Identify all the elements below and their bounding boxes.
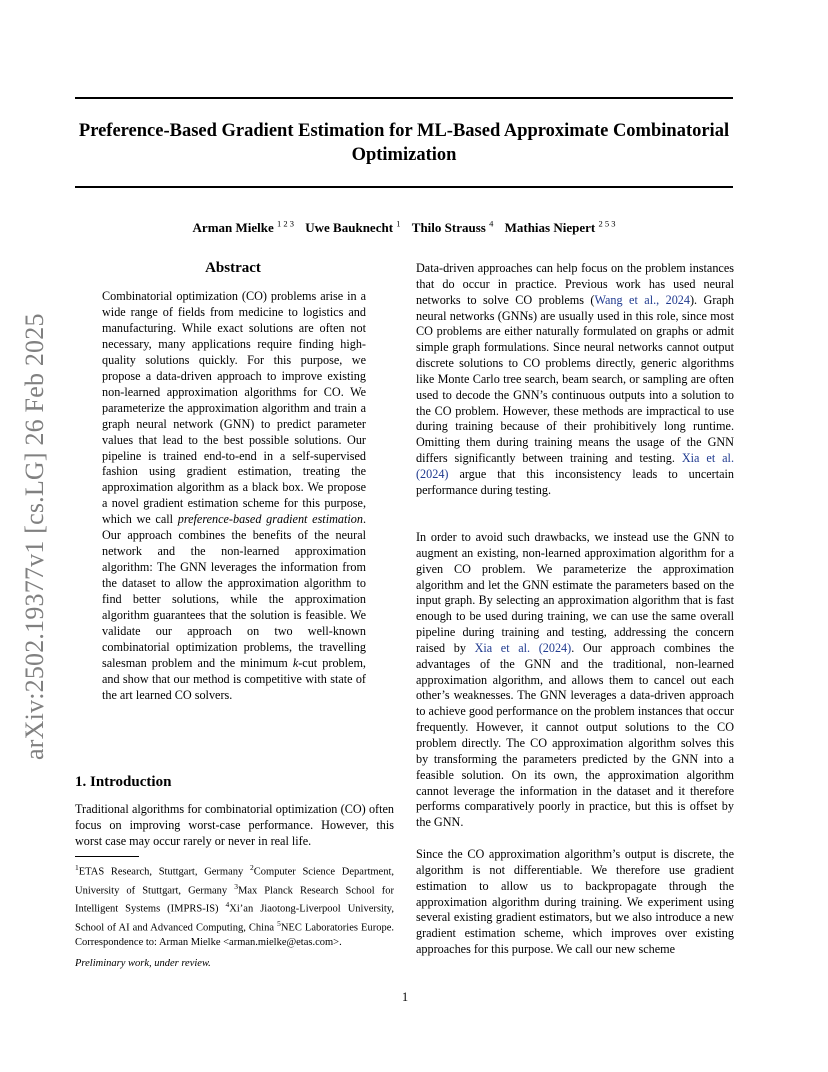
footnote-text: Xi’an Jiaotong-Liverpool University, School of AI and Advanced Computing, China — [75, 903, 394, 934]
footnote-text: ETAS Research, Stuttgart, Germany — [78, 866, 250, 878]
introduction-paragraph: Traditional algorithms for combinatorial optimization (CO) often focus on improving worst-case performance. However, this worst case may occur rarely or never in real life. — [75, 802, 394, 848]
arxiv-identifier-stamp: arXiv:2502.19377v1 [cs.LG] 26 Feb 2025 — [20, 313, 49, 760]
author-name: Arman Mielke — [192, 220, 274, 236]
citation-link[interactable]: Xia et al. (2024) — [416, 451, 734, 481]
page-number: 1 — [401, 990, 409, 1004]
footnote-marker: 4 — [225, 900, 230, 910]
author-name: Mathias Niepert — [504, 220, 596, 236]
affiliation-footnote — [75, 861, 394, 950]
abstract-text-part: -cut problem, and show that our method is competitive with state of the art learned CO solvers. — [102, 655, 366, 702]
author-name: Uwe Bauknecht — [305, 220, 394, 236]
author — [505, 220, 616, 235]
author — [412, 220, 494, 235]
title-top-rule — [75, 97, 733, 99]
body-text: In order to avoid such drawbacks, we instead use the GNN to augment an existing, non-learned approximation algorithm for a given CO problem. We parameterize the approximation algorithm and let the GNN estimate the parameters based on the input graph. By selecting an approximation algorithm that is fast enough to be used during training, we can use the same overall pipeline during training and testing, addressing the concern raised by — [416, 530, 734, 655]
footnote-marker: 1 — [75, 863, 79, 872]
author — [305, 220, 400, 235]
footnote-marker: 3 — [234, 881, 238, 891]
body-paragraph: Since the CO approximation algorithm’s output is discrete, the algorithm is not differentiable. We therefore use gradient estimation to allow us to backpropagate through the approximation algorithm during training. We experiment using several existing gradient estimators, but we also introduce a new gradient estimation scheme, which improves over existing approaches for this purpose. We call our new scheme — [416, 847, 734, 957]
footnote-text: Max Planck Research School for Intelligent Systems (IMPRS-IS) — [75, 885, 394, 915]
abstract-body — [102, 289, 366, 704]
body-text: . Our approach combines the advantages of the GNN and the traditional, non-learned approximation algorithm, and allows them to cancel out each other’s weaknesses. The GNN leverages a data-driven approach to achieve good performance on the problem instances that occur frequently. However, it cannot output solutions to the CO problem directly. The CO approximation algorithm solves this by transforming the parameters predicted by the GNN into a feasible solution. On its own, the approximation algorithm cannot leverage the information in the dataset and it therefore performs comparatively poorly in practice, but this is offset by the GNN. — [416, 640, 734, 830]
body-text: argue that this inconsistency leads to uncertain performance during testing. — [416, 466, 734, 497]
footnote-marker: 2 — [249, 863, 254, 872]
author — [193, 220, 294, 235]
body-paragraph — [416, 530, 734, 831]
abstract-emphasis: preference-based gradient estimation — [177, 512, 363, 527]
author-affiliation: 2 5 3 — [598, 219, 616, 229]
citation-link[interactable]: Wang et al., 2024 — [594, 292, 690, 307]
body-paragraph — [416, 261, 734, 499]
section-heading-introduction: 1. Introduction — [75, 774, 172, 790]
abstract-math-k: k — [292, 655, 299, 670]
abstract-text-part: Combinatorial optimization (CO) problems arise in a wide range of fields from medicine to logistics and manufacturing. While exact solutions are often not necessary, many applications require finding high-quality solutions quickly. For this purpose, we propose a data-driven approach to improve existing non-learned approximation algorithms for CO. We parameterize the approximation algorithm and train a graph neural network (GNN) to predict parameter values that lead to the best possible solutions. Our pipeline is trained end-to-end in a self-supervised fashion using gradient estimation, treating the approximation algorithm as a black box. We propose a novel gradient estimation scheme for this purpose, which we call — [102, 289, 366, 527]
footnote-text: NEC Laboratories Europe. Correspondence to: Arman Mielke <arman.mielke@etas.com>. — [75, 922, 394, 948]
footnote-rule — [75, 856, 139, 857]
paper-title: Preference-Based Gradient Estimation for ML-Based Approximate Combinatorial Optimization — [78, 121, 730, 165]
citation-link[interactable]: Xia et al. (2024) — [474, 640, 572, 655]
author-name: Thilo Strauss — [411, 220, 486, 236]
author-affiliation: 1 2 3 — [277, 219, 295, 229]
author-affiliation: 4 — [489, 219, 494, 229]
abstract-heading: Abstract — [205, 260, 261, 276]
footnote-marker: 5 — [277, 919, 281, 929]
title-bottom-rule — [75, 186, 733, 188]
footnote-text: Computer Science Department, University of Stuttgart, Germany — [75, 866, 394, 897]
preliminary-notice: Preliminary work, under review. — [75, 958, 211, 969]
body-text: ). Graph neural networks (GNNs) are usually used in this role, since most CO problems are either naturally formulated on graphs or admit simple graph formulations. Since neural networks cannot output discrete solutions to CO problems directly, generic algorithms like Monte Carlo tree search, beam search, or sampling are often used to decode the GNN’s continuous outputs into a solution to the CO problem. However, these methods are impractical to use during training because of their prohibitively long runtime. Omitting them during training means the usage of the GNN differs significantly between training and testing. — [416, 292, 735, 466]
body-text: Data-driven approaches can help focus on the problem instances that do occur in practice. Previous work has used neural networks to solve CO problems ( — [416, 261, 734, 307]
author-list — [75, 216, 733, 236]
abstract-text-part: . Our approach combines the benefits of the neural network and the non-learned approximation algorithm: The GNN leverages the information from the dataset to allow the approximation algorithm to find better solutions, while the approximation algorithm guarantees that the solution is feasible. We validate our approach on two well-known combinatorial optimization problems, the travelling salesman problem and the minimum — [102, 512, 366, 670]
author-affiliation: 1 — [396, 219, 401, 229]
